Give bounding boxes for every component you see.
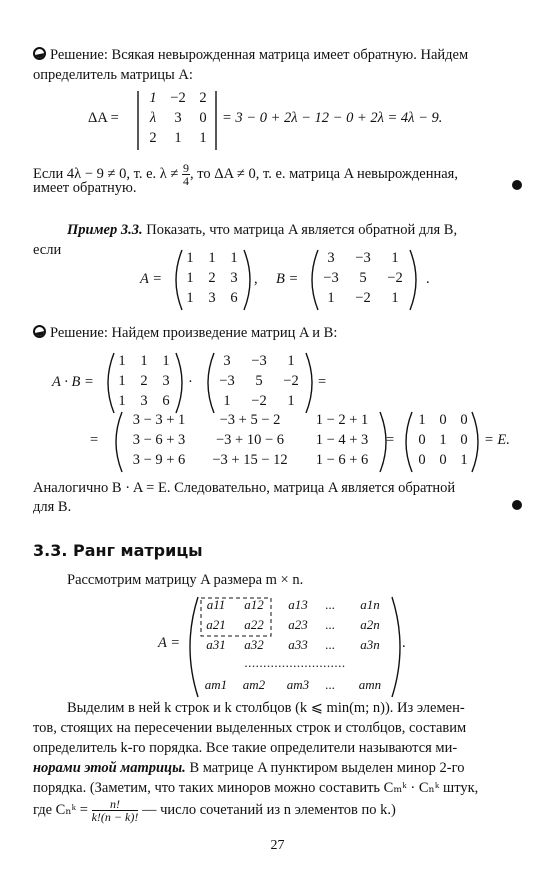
product-matrix-a: 1 1 1 1 2 3 1 3 6 (118, 353, 170, 409)
matrix-a-right-paren (244, 250, 250, 310)
general-right-paren (392, 597, 400, 697)
product-matrix-b: 3 −3 1 −3 5 −2 1 −2 1 (219, 353, 299, 409)
period: . (402, 635, 406, 651)
body-line-5: порядка. (Заметим, что таких миноров можно составить Cₘᵏ · Cₙᵏ штук, (33, 780, 479, 796)
body-line-1: Выделим в ней k строк и k столбцов (k ⩽ min(m; n)). Из элемен- (67, 700, 465, 716)
consider-text: Рассмотрим матрицу A размера m × n. (67, 572, 304, 588)
product-a-left-paren (108, 353, 114, 413)
condition-line-2: имеет обратную. (33, 180, 137, 196)
determinant-matrix: 1 −2 2 λ 3 0 2 1 1 (149, 90, 207, 146)
example-line-2: если (33, 242, 62, 258)
matrix-b-left-paren (312, 250, 318, 310)
product-eq-1: = (318, 374, 327, 390)
body-line-6: где Cₙᵏ = $\frac{n!}{k!(n - k)!}$ — число сочетаний из n элементов по k.) (33, 797, 396, 824)
product-a-right-paren (176, 353, 182, 413)
general-left-paren (190, 597, 198, 697)
identity-matrix: 1 0 0 0 1 0 0 0 1 (418, 412, 468, 468)
expanded-eq: = (90, 432, 99, 448)
expanded-matrix: 3 − 3 + 1 −3 + 5 − 2 1 − 2 + 1 3 − 6 + 3 −3 + 10 − 6 1 − 4 + 3 3 − 9 + 6 −3 + 15 − 12 1 − 6 + 6 (132, 412, 369, 468)
expanded-right-paren (380, 412, 386, 472)
expanded-eq-2: = (386, 432, 395, 448)
combination-fraction: $\frac{n!}{k!(n - k)!}$ (91, 797, 139, 824)
matrix-b-right-paren (410, 250, 416, 310)
period: . (426, 271, 430, 287)
solution-1-line-1: Решение: Всякая невырожденная матрица имеет обратную. Найдем (33, 45, 527, 65)
matrix-a: 1 1 1 1 2 3 1 3 6 (186, 250, 238, 306)
conclusion-line-1: Аналогично B · A = E. Следовательно, матрица A является обратной (33, 480, 456, 496)
fraction-9-4: $\frac{9}{4}$ (183, 161, 190, 188)
solution-1-line-2: определитель матрицы A: (33, 67, 193, 83)
minor-dashed-box (201, 598, 271, 636)
section-heading: 3.3. Ранг матрицы (33, 541, 203, 560)
matrix-b: 3 −3 1 −3 5 −2 1 −2 1 (323, 250, 403, 306)
body-line-4: норами этой матрицы. В матрице A пунктиром выделен минор 2-го (33, 760, 465, 776)
det-rhs: = 3 − 0 + 2λ − 12 − 0 + 2λ = 4λ − 9. (222, 110, 443, 126)
general-matrix-label: A = (158, 635, 181, 651)
product-dot: · (188, 374, 193, 390)
matrix-b-label: B = (276, 271, 299, 287)
product-b-left-paren (208, 353, 214, 413)
identity-left-paren (406, 412, 412, 472)
expanded-left-paren (116, 412, 122, 472)
matrix-a-left-paren (176, 250, 182, 310)
body-line-3: определитель k-го порядка. Все такие определители называются ми- (33, 740, 458, 756)
equals-e: = E. (484, 432, 510, 448)
condition-line-1: Если 4λ − 9 ≠ 0, т. е. λ ≠ $\frac{9}{4}$ , то ΔA ≠ 0, т. е. матрица A невырожденная, (33, 161, 458, 188)
page-number: 27 (270, 838, 285, 853)
product-b-right-paren (306, 353, 312, 413)
example-line-1: Пример 3.3. Показать, что матрица A является обратной для B, (67, 222, 458, 238)
comma: , (254, 271, 258, 287)
general-matrix: a11 a12 a13 ... a1n a21 a22 a23 ... a2n a31 a32 a33 ... a3n ........................... am1 am2 am3 ... amn (204, 597, 382, 692)
conclusion-line-2: для B. (33, 499, 72, 515)
matrix-a-label: A = (140, 271, 163, 287)
identity-right-paren (472, 412, 478, 472)
body-line-2: тов, стоящих на пересечении выделенных строк и столбцов, составим (33, 720, 467, 736)
det-lhs: ΔA = (88, 110, 119, 126)
product-lhs: A · B = (52, 374, 94, 390)
solution-2-line: Решение: Найдем произведение матриц A и B: (33, 323, 527, 343)
